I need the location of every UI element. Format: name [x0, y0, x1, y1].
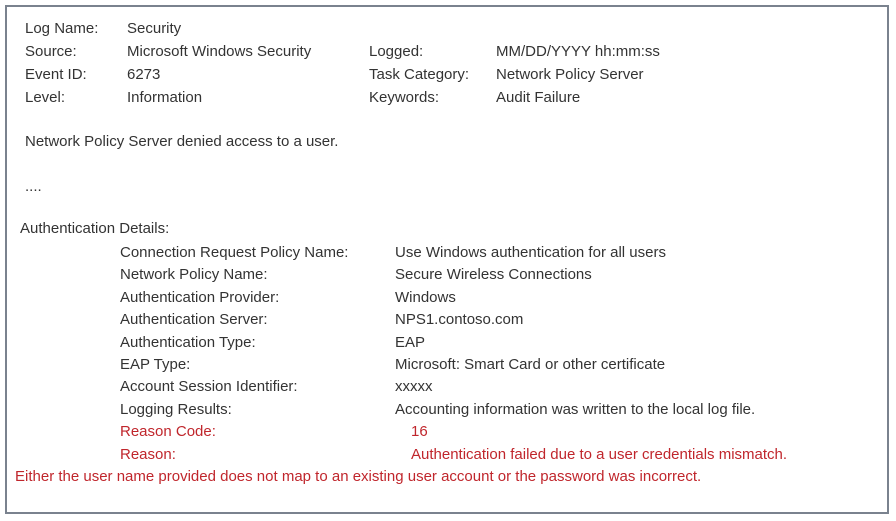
field-label-source: Source:: [25, 43, 77, 60]
detail-label: Reason Code:: [120, 423, 216, 441]
detail-value: Windows: [395, 288, 456, 306]
field-value-log-name: Security: [127, 20, 182, 37]
detail-value: xxxxx: [395, 378, 433, 396]
detail-row-eap-type: [120, 354, 873, 376]
field-label-logged: Logged:: [369, 43, 424, 60]
field-value-keywords: Audit Failure: [496, 89, 581, 106]
detail-label: Authentication Server:: [120, 311, 268, 329]
detail-label: EAP Type:: [120, 356, 191, 374]
detail-value: NPS1.contoso.com: [395, 311, 524, 329]
header-row-log-name: [25, 17, 873, 40]
detail-value: 16: [411, 423, 428, 441]
detail-value: Secure Wireless Connections: [395, 266, 592, 284]
event-message: Network Policy Server denied access to a user.: [25, 133, 339, 150]
field-value-logged: MM/DD/YYYY hh:mm:ss: [496, 43, 660, 60]
detail-value: Microsoft: Smart Card or other certificate: [395, 356, 666, 374]
detail-row-reason: [120, 444, 873, 466]
field-value-task-category: Network Policy Server: [496, 66, 644, 83]
detail-row-authentication-type: [120, 332, 873, 354]
detail-label: Reason:: [120, 445, 176, 463]
detail-row-account-session-identifier: [120, 376, 873, 398]
authentication-details-list: [25, 242, 873, 466]
detail-label: Logging Results:: [120, 400, 232, 418]
ellipsis-line: ....: [25, 178, 42, 195]
event-log-panel: [5, 5, 889, 514]
detail-row-logging-results: [120, 399, 873, 421]
detail-row-connection-request-policy: [120, 242, 873, 264]
field-label-keywords: Keywords:: [369, 89, 440, 106]
field-value-source: Microsoft Windows Security: [127, 43, 312, 60]
field-label-level: Level:: [25, 89, 66, 106]
detail-row-network-policy-name: [120, 264, 873, 286]
detail-label: Connection Request Policy Name:: [120, 244, 349, 261]
detail-value: Accounting information was written to the local log file.: [395, 400, 756, 418]
detail-label: Network Policy Name:: [120, 266, 268, 284]
field-value-event-id: 6273: [127, 66, 161, 83]
field-label-log-name: Log Name:: [25, 20, 99, 37]
detail-label: Account Session Identifier:: [120, 378, 298, 396]
header-row-source-logged: [25, 40, 873, 63]
field-value-empty: [496, 17, 873, 40]
detail-value: Use Windows authentication for all users: [395, 244, 666, 261]
event-header: [25, 17, 873, 109]
field-value-level: Information: [127, 89, 203, 106]
field-label-event-id: Event ID:: [25, 66, 87, 83]
detail-row-authentication-provider: [120, 287, 873, 309]
reason-explanation-note: Either the user name provided does not map to an existing user account or the password was incorrect.: [15, 468, 702, 486]
field-label-empty: [369, 17, 496, 40]
detail-label: Authentication Type:: [120, 333, 256, 351]
authentication-details-heading: Authentication Details:: [20, 220, 170, 237]
header-row-level-keywords: [25, 86, 873, 109]
detail-value: Authentication failed due to a user credentials mismatch.: [411, 445, 788, 463]
field-label-task-category: Task Category:: [369, 66, 470, 83]
detail-value: EAP: [395, 333, 426, 351]
detail-label: Authentication Provider:: [120, 288, 280, 306]
header-row-eventid-taskcategory: [25, 63, 873, 86]
detail-row-reason-code: [120, 421, 873, 443]
detail-row-authentication-server: [120, 309, 873, 331]
